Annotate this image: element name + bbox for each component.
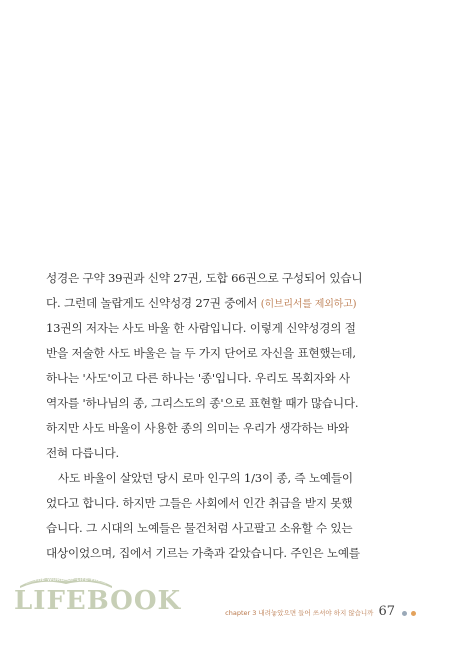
body-line: 대상이었으며, 집에서 기르는 가축과 같았습니다. 주인은 노예를 <box>46 546 360 560</box>
dot-icon <box>402 611 407 616</box>
body-line <box>46 291 404 316</box>
chapter-title: chapter 3 내려놓았으면 들어 쓰셔야 하지 않습니까 <box>225 609 374 617</box>
body-line: 하나는 '사도'이고 다른 하나는 '종'입니다. 우리도 목회자와 사 <box>46 371 350 385</box>
dot-icon <box>411 611 416 616</box>
body-line: 었다고 합니다. 하지만 그들은 사회에서 인간 취급을 받지 못했 <box>46 496 353 510</box>
body-line: 반을 저술한 사도 바울은 늘 두 가지 단어로 자신을 표현했는데, <box>46 346 356 360</box>
page-footer <box>225 604 416 622</box>
logo-press-text: THE WORD OF LIFE PRESS <box>34 577 109 583</box>
body-line: 하지만 사도 바울이 사용한 종의 의미는 우리가 생각하는 바와 <box>46 421 349 435</box>
page-number: 67 <box>378 604 395 619</box>
logo-wordmark: LIFEBOOK <box>14 586 182 616</box>
aside-note: (히브리서를 제외하고) <box>260 299 357 310</box>
body-line: 13권의 저자는 사도 바울 한 사람입니다. 이렇게 신약성경의 절 <box>46 321 356 335</box>
body-line: 습니다. 그 시대의 노예들은 물건처럼 사고팔고 소유할 수 있는 <box>46 521 353 535</box>
body-line: 성경은 구약 39권과 신약 27권, 도합 66권으로 구성되어 있습니 <box>46 271 363 285</box>
body-line: 역자를 '하나님의 종, 그리스도의 종'으로 표현할 때가 많습니다. <box>46 396 359 410</box>
body-line-text: 다. 그런데 놀랍게도 신약성경 27권 중에서 <box>46 296 258 310</box>
page-body-text <box>46 266 404 566</box>
body-line: 전혀 다릅니다. <box>46 446 119 460</box>
body-line: 사도 바울이 살았던 당시 로마 인구의 1/3이 종, 즉 노예들이 <box>58 471 353 485</box>
lifebook-logo <box>14 572 182 628</box>
footer-dots <box>402 611 416 616</box>
